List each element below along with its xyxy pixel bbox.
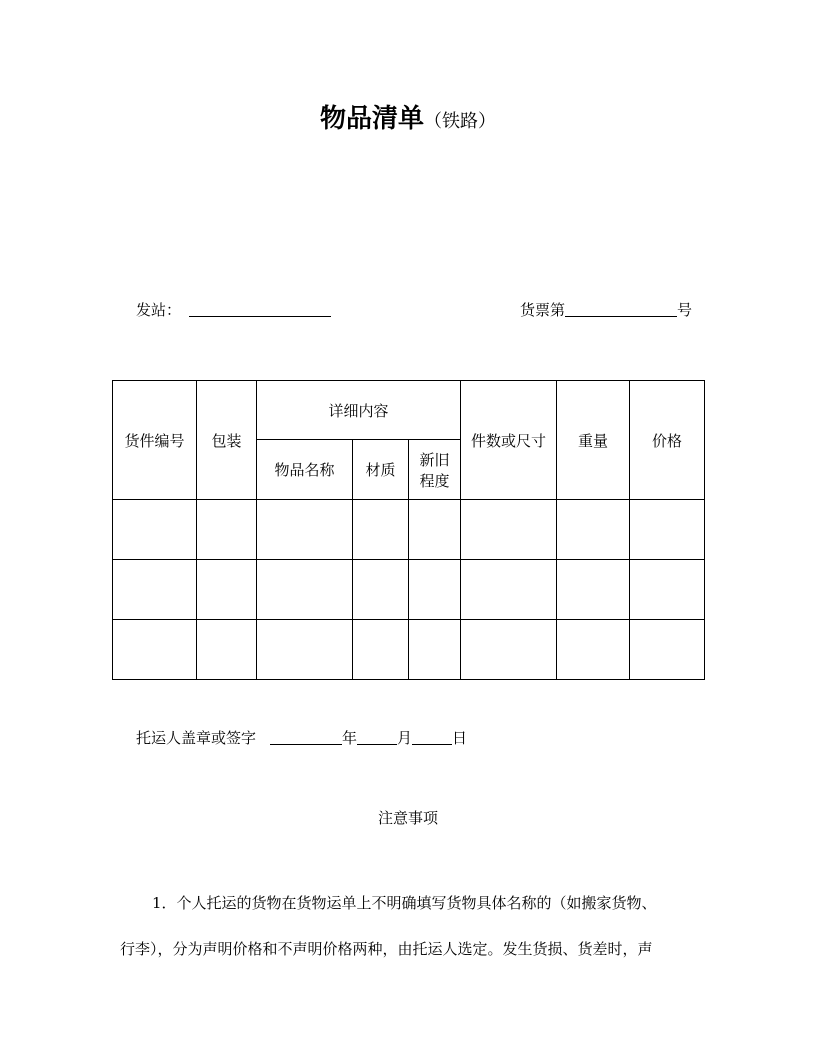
ticket-number-blank[interactable] — [565, 300, 677, 317]
header-condition — [409, 440, 461, 500]
table-cell[interactable] — [409, 500, 461, 560]
notice-paragraph — [120, 880, 700, 972]
table-cell[interactable] — [197, 620, 257, 680]
table-cell[interactable] — [353, 560, 409, 620]
signature-label: 托运人盖章或签字 — [136, 729, 257, 747]
notice-paragraph-line: 1．个人托运的货物在货物运单上不明确填写货物具体名称的（如搬家货物、 — [152, 894, 657, 912]
header-condition-line1: 新旧 — [419, 450, 450, 469]
table-cell[interactable] — [353, 620, 409, 680]
ticket-number-field — [520, 299, 692, 320]
table-cell[interactable] — [257, 560, 353, 620]
header-count-size: 件数或尺寸 — [461, 381, 557, 500]
table-cell[interactable] — [630, 500, 705, 560]
notice-paragraph-line: 行李），分为声明价格和不声明价格两种，由托运人选定。发生货损、货差时，声 — [120, 940, 653, 958]
table-cell[interactable] — [630, 620, 705, 680]
header-price: 价格 — [630, 381, 705, 500]
header-condition-line2: 程度 — [419, 471, 450, 490]
table-cell[interactable] — [113, 620, 197, 680]
table-cell[interactable] — [409, 620, 461, 680]
page-subtitle: （铁路） — [424, 111, 496, 132]
notice-title: 注意事项 — [377, 809, 438, 827]
table-row — [113, 500, 705, 560]
departure-station-blank[interactable] — [189, 300, 331, 317]
table-cell[interactable] — [557, 620, 630, 680]
header-item-name: 物品名称 — [257, 440, 353, 500]
goods-list-table — [112, 380, 705, 680]
table-cell[interactable] — [113, 560, 197, 620]
table-header-row — [113, 381, 705, 440]
signature-line — [136, 727, 467, 748]
ticket-prefix-label: 货票第 — [520, 301, 566, 319]
table-cell[interactable] — [257, 500, 353, 560]
header-weight: 重量 — [557, 381, 630, 500]
departure-station-field — [136, 299, 331, 320]
table-cell[interactable] — [461, 500, 557, 560]
signature-month-label: 月 — [397, 729, 413, 747]
header-packing: 包装 — [197, 381, 257, 500]
signature-day-label: 日 — [452, 729, 468, 747]
document-title — [0, 98, 816, 135]
ticket-suffix-label: 号 — [677, 301, 693, 319]
header-material: 材质 — [353, 440, 409, 500]
table-row — [113, 620, 705, 680]
table-cell[interactable] — [630, 560, 705, 620]
table-cell[interactable] — [113, 500, 197, 560]
table-cell[interactable] — [409, 560, 461, 620]
signature-year-label: 年 — [342, 729, 358, 747]
table-cell[interactable] — [197, 560, 257, 620]
page-title: 物品清单 — [319, 104, 424, 134]
signature-month-blank[interactable] — [357, 728, 397, 745]
departure-station-label: 发站： — [136, 301, 182, 319]
table-cell[interactable] — [257, 620, 353, 680]
table-cell[interactable] — [557, 500, 630, 560]
table-cell[interactable] — [353, 500, 409, 560]
table-cell[interactable] — [557, 560, 630, 620]
header-goods-no: 货件编号 — [113, 381, 197, 500]
table-row — [113, 560, 705, 620]
header-details: 详细内容 — [257, 381, 461, 440]
signature-day-blank[interactable] — [412, 728, 452, 745]
table-cell[interactable] — [197, 500, 257, 560]
table-cell[interactable] — [461, 560, 557, 620]
signature-year-blank[interactable] — [270, 728, 342, 745]
table-cell[interactable] — [461, 620, 557, 680]
